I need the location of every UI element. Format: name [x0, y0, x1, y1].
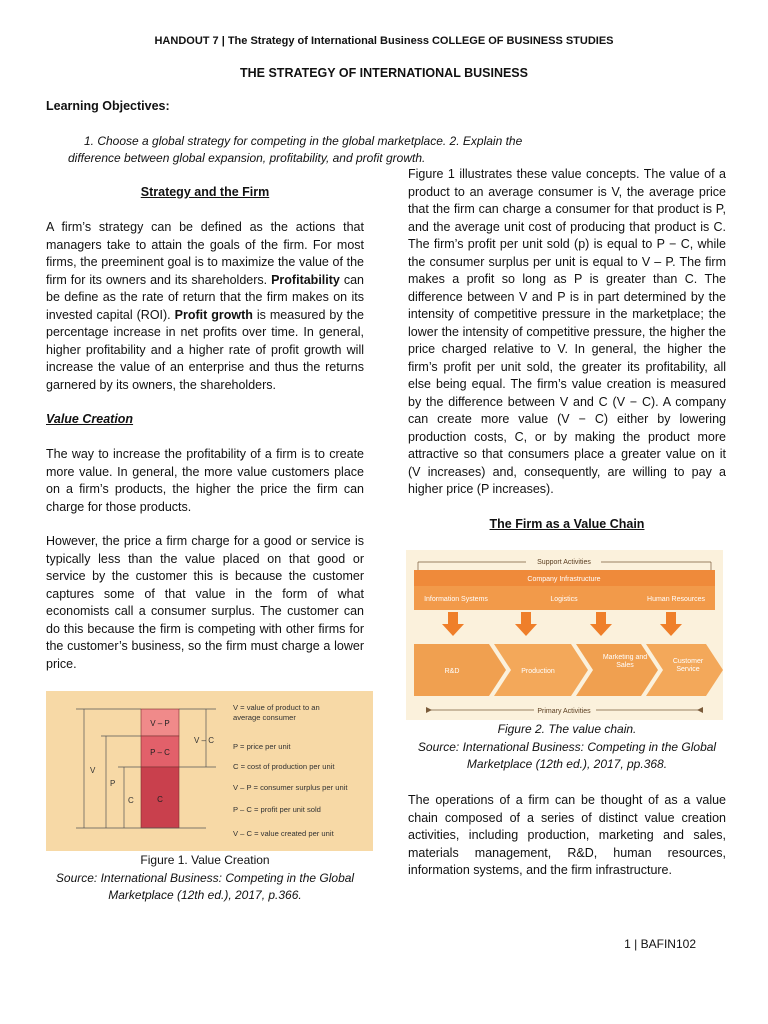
objective-line-2: difference between global expansion, profitability, and profit growth.	[68, 151, 426, 165]
support-item-information-systems: Information Systems	[424, 596, 488, 603]
learning-objectives-text	[68, 133, 588, 167]
figure-2-caption	[392, 721, 742, 774]
bar-label-v-minus-p: V – P	[150, 719, 170, 728]
value-chain-heading: The Firm as a Value Chain	[489, 517, 645, 531]
page-header: HANDOUT 7 | The Strategy of International Business COLLEGE OF BUSINESS STUDIES	[154, 35, 614, 47]
figure-1-caption-source-2: Marketplace (12th ed.), 2017, p.366.	[108, 888, 302, 902]
primary-item-production: Production	[521, 668, 555, 675]
figure-2-caption-source-2: Marketplace (12th ed.), 2017, pp.368.	[466, 757, 668, 771]
axis-label-c: C	[128, 796, 134, 805]
primary-chevron-rd	[414, 644, 506, 696]
strategy-paragraph: A firm’s strategy can be defined as the actions that managers take to attain the goals of the firm. For most firms, the preeminent goal is to maximize the value of the firm for its owners and its shareholders. Profitability can be define as the rate of return that the firm makes on its invested capital (ROI). Profit growth is measured by the percentage increase in net profits over time. In general, higher profitability and a higher rate of profit growth will increase the value of an enterprise and thus the returns garnered by its owners, the shareholders.	[46, 220, 364, 392]
primary-item-customer-service: Customer Service	[672, 658, 704, 673]
legend-c: C = cost of production per unit	[233, 762, 335, 771]
figure-1-explanation-paragraph: Figure 1 illustrates these value concepts. The value of a product to an average consumer is V, the average price that the firm can charge a consumer for that product is P, and the average unit cost of producing that product is C. The firm’s profit per unit sold (p) is equal to P − C, while the consumer surplus per unit is equal to V – P. The firm makes a profit so long as P is greater than C. The difference between V and P is in part determined by the intensity of competitive pressure in the marketplace; the lower the intensity of competitive pressure, the higher the price charged relative to V. In general, the higher the firm’s profit per unit sold, the greater its profitability, all else being equal. The firm’s value creation is measured by the difference between V and C (V − C). A company can create more value (V − C) either by lowering production costs, C, or by making the product more attractive so that consumers place a greater value on it (V increases) and, consequently, are willing to pay a higher price (P increases).	[408, 167, 726, 496]
support-item-human-resources: Human Resources	[647, 596, 705, 603]
company-infrastructure-label: Company Infrastructure	[527, 576, 601, 583]
legend-p-minus-c: P – C = profit per unit sold	[233, 805, 321, 814]
strategy-heading: Strategy and the Firm	[140, 185, 270, 199]
operations-paragraph: The operations of a firm can be thought of as a value chain composed of a series of distinct value creation activities, including production, marketing and sales, materials management, R&D, human resources, information systems, and the firm infrastructure.	[408, 793, 726, 877]
axis-label-v-minus-c: V – C	[194, 736, 215, 745]
value-creation-heading: Value Creation	[46, 412, 134, 426]
figure-1-caption-title: Figure 1. Value Creation	[140, 853, 270, 867]
value-creation-paragraph-1: The way to increase the profitability of a firm is to create more value. In general, the more value customers place on a firm’s products, the higher the price the firm can charge for those products.	[46, 447, 364, 514]
figure-1-caption-source-1: Source: International Business: Competing in the Global	[55, 870, 355, 885]
figure-2-caption-title: Figure 2. The value chain.	[497, 722, 637, 736]
axis-label-p: P	[110, 779, 116, 788]
profitability-term: Profitability	[271, 272, 340, 287]
figure-1-caption	[30, 852, 380, 905]
legend-v-1: V = value of product to an	[233, 703, 320, 712]
page-title: THE STRATEGY OF INTERNATIONAL BUSINESS	[240, 66, 528, 80]
legend-v-minus-c: V – C = value created per unit	[233, 829, 334, 838]
figure-2-value-chain	[406, 550, 723, 720]
objective-line-1: 1. Choose a global strategy for competing in the global marketplace. 2. Explain the	[84, 134, 523, 148]
value-creation-paragraph-2: However, the price a firm charge for a good or service is typically less than the value placed on that good or service by the customer this is because the customer captures some of that value in the form of what economists call a consumer surplus. The customer can do this because the firm is competing with other firms for the customer’s business, so the firm must charge a lower price.	[46, 534, 364, 671]
axis-label-v: V	[90, 766, 96, 775]
bar-label-c: C	[157, 795, 163, 804]
primary-item-rd: R&D	[444, 668, 460, 675]
support-activities-label: Support Activities	[537, 559, 591, 566]
figure-1-value-creation	[46, 691, 373, 851]
legend-v-minus-p: V – P = consumer surplus per unit	[233, 783, 348, 792]
primary-item-marketing-sales: Marketing and Sales	[602, 654, 648, 669]
learning-objectives-label: Learning Objectives:	[46, 99, 170, 113]
figure-2-caption-source-1: Source: International Business: Competing in the Global	[417, 739, 717, 754]
support-item-logistics: Logistics	[550, 596, 578, 603]
bar-label-p-minus-c: P – C	[150, 748, 170, 757]
profit-growth-term: Profit growth	[174, 307, 253, 322]
primary-activities-label: Primary Activities	[537, 708, 591, 715]
page-footer: 1 | BAFIN102	[624, 937, 696, 951]
legend-p: P = price per unit	[233, 742, 291, 751]
legend-v-2: average consumer	[233, 713, 296, 722]
